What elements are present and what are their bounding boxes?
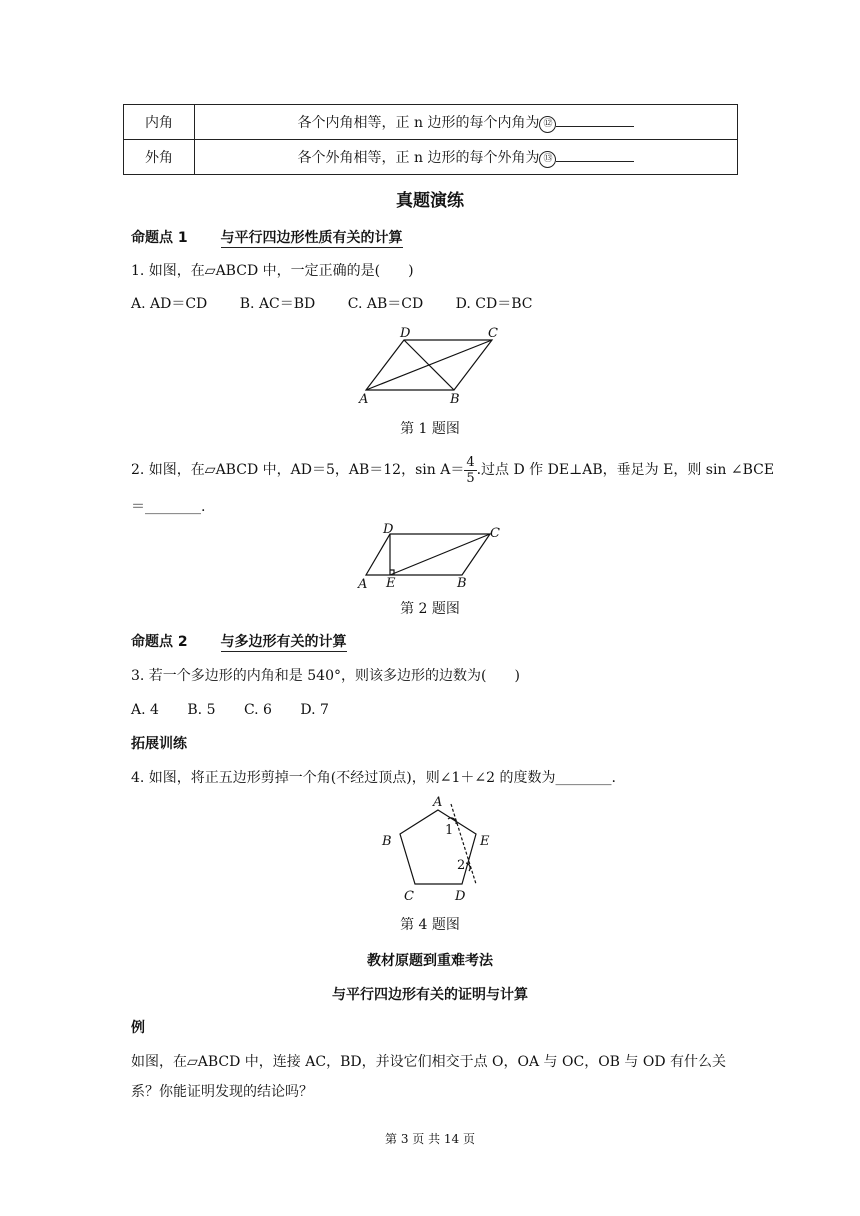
question-2-stem xyxy=(131,454,774,486)
section-title: 真题演练 xyxy=(396,191,464,211)
topic-number: 命题点 1 xyxy=(131,230,188,246)
option-c: C. AB＝CD xyxy=(347,296,424,312)
option-a: A. AD＝CD xyxy=(131,296,208,312)
vertex-label-e: E xyxy=(386,576,396,591)
vertex-label-d: D xyxy=(455,889,466,904)
answer-blank xyxy=(556,161,634,162)
row-text-content: 各个外角相等，正 n 边形的每个外角为 xyxy=(297,149,540,166)
fraction-numerator: 4 xyxy=(466,454,475,470)
vertex-label-c: C xyxy=(488,326,498,341)
vertex-label-b: B xyxy=(450,392,460,406)
vertex-label-a: A xyxy=(358,577,368,592)
page-footer: 第 3 页 共 14 页 xyxy=(385,1132,475,1146)
example-label: 例 xyxy=(131,1020,145,1036)
row-text xyxy=(195,140,738,175)
example-line-2: 系？你能证明发现的结论吗？ xyxy=(131,1084,313,1100)
row-label: 外角 xyxy=(124,140,195,175)
table-row xyxy=(124,105,738,140)
vertex-label-c: C xyxy=(404,889,414,904)
question-3-stem: 3. 若一个多边形的内角和是 540°，则该多边形的边数为( ) xyxy=(131,668,520,684)
question-1-stem: 1. 如图，在▱ABCD 中，一定正确的是( ) xyxy=(131,263,414,279)
row-label: 内角 xyxy=(124,105,195,140)
angle-label-1: 1 xyxy=(445,823,454,838)
answer-blank xyxy=(556,126,634,127)
figure-4-pentagon xyxy=(375,792,495,908)
question-2-answer-line: ＝________. xyxy=(131,499,206,515)
vertex-label-a: A xyxy=(359,392,369,406)
answer-mark: ⑫ xyxy=(539,116,556,133)
question-1-options xyxy=(131,294,532,314)
topic-number: 命题点 2 xyxy=(131,634,188,650)
row-text-content: 各个内角相等，正 n 边形的每个内角为 xyxy=(297,114,540,131)
option-d: D. CD＝BC xyxy=(455,296,533,312)
figure-2-parallelogram xyxy=(350,519,510,595)
question-2-text-b: .过点 D 作 DE⊥AB，垂足为 E，则 sin ∠BCE xyxy=(476,462,775,478)
option-b: B. 5 xyxy=(187,702,216,718)
topic-title: 与多边形有关的计算 xyxy=(220,634,347,650)
figure-4-caption: 第 4 题图 xyxy=(400,917,460,933)
vertex-label-e: E xyxy=(480,834,490,849)
vertex-label-a: A xyxy=(433,795,443,810)
vertex-label-c: C xyxy=(490,526,500,541)
textbook-title: 教材原题到重难考法 xyxy=(367,953,493,969)
textbook-subtitle: 与平行四边形有关的证明与计算 xyxy=(332,987,528,1003)
question-3-options xyxy=(131,700,329,720)
vertex-label-b: B xyxy=(382,834,392,849)
example-line-1: 如图，在▱ABCD 中，连接 AC，BD，并设它们相交于点 O，OA 与 OC，OB 与 OD 有什么关 xyxy=(131,1054,727,1070)
question-2-text-a: 2. 如图，在▱ABCD 中，AD＝5，AB＝12，sin A＝ xyxy=(131,462,465,478)
option-b: B. AC＝BD xyxy=(239,296,316,312)
vertex-label-d: D xyxy=(383,522,394,537)
vertex-label-d: D xyxy=(400,326,411,341)
answer-mark: ⑬ xyxy=(539,151,556,168)
figure-1-caption: 第 1 题图 xyxy=(400,421,460,437)
figure-1-parallelogram xyxy=(350,324,510,406)
figure-2-caption: 第 2 题图 xyxy=(400,601,460,617)
option-d: D. 7 xyxy=(300,702,329,718)
topic-title: 与平行四边形性质有关的计算 xyxy=(220,230,403,246)
extension-title: 拓展训练 xyxy=(131,736,187,752)
topic-label xyxy=(131,228,403,248)
polygon-angle-table xyxy=(123,104,738,175)
fraction xyxy=(464,455,476,486)
angle-label-2: 2 xyxy=(457,858,466,873)
table-row xyxy=(124,140,738,175)
fraction-denominator: 5 xyxy=(466,470,475,486)
question-4-stem: 4. 如图，将正五边形剪掉一个角(不经过顶点)，则∠1＋∠2 的度数为________. xyxy=(131,770,616,786)
vertex-label-b: B xyxy=(457,576,467,591)
option-c: C. 6 xyxy=(243,702,272,718)
row-text xyxy=(195,105,738,140)
topic-label xyxy=(131,632,347,652)
option-a: A. 4 xyxy=(131,702,159,718)
